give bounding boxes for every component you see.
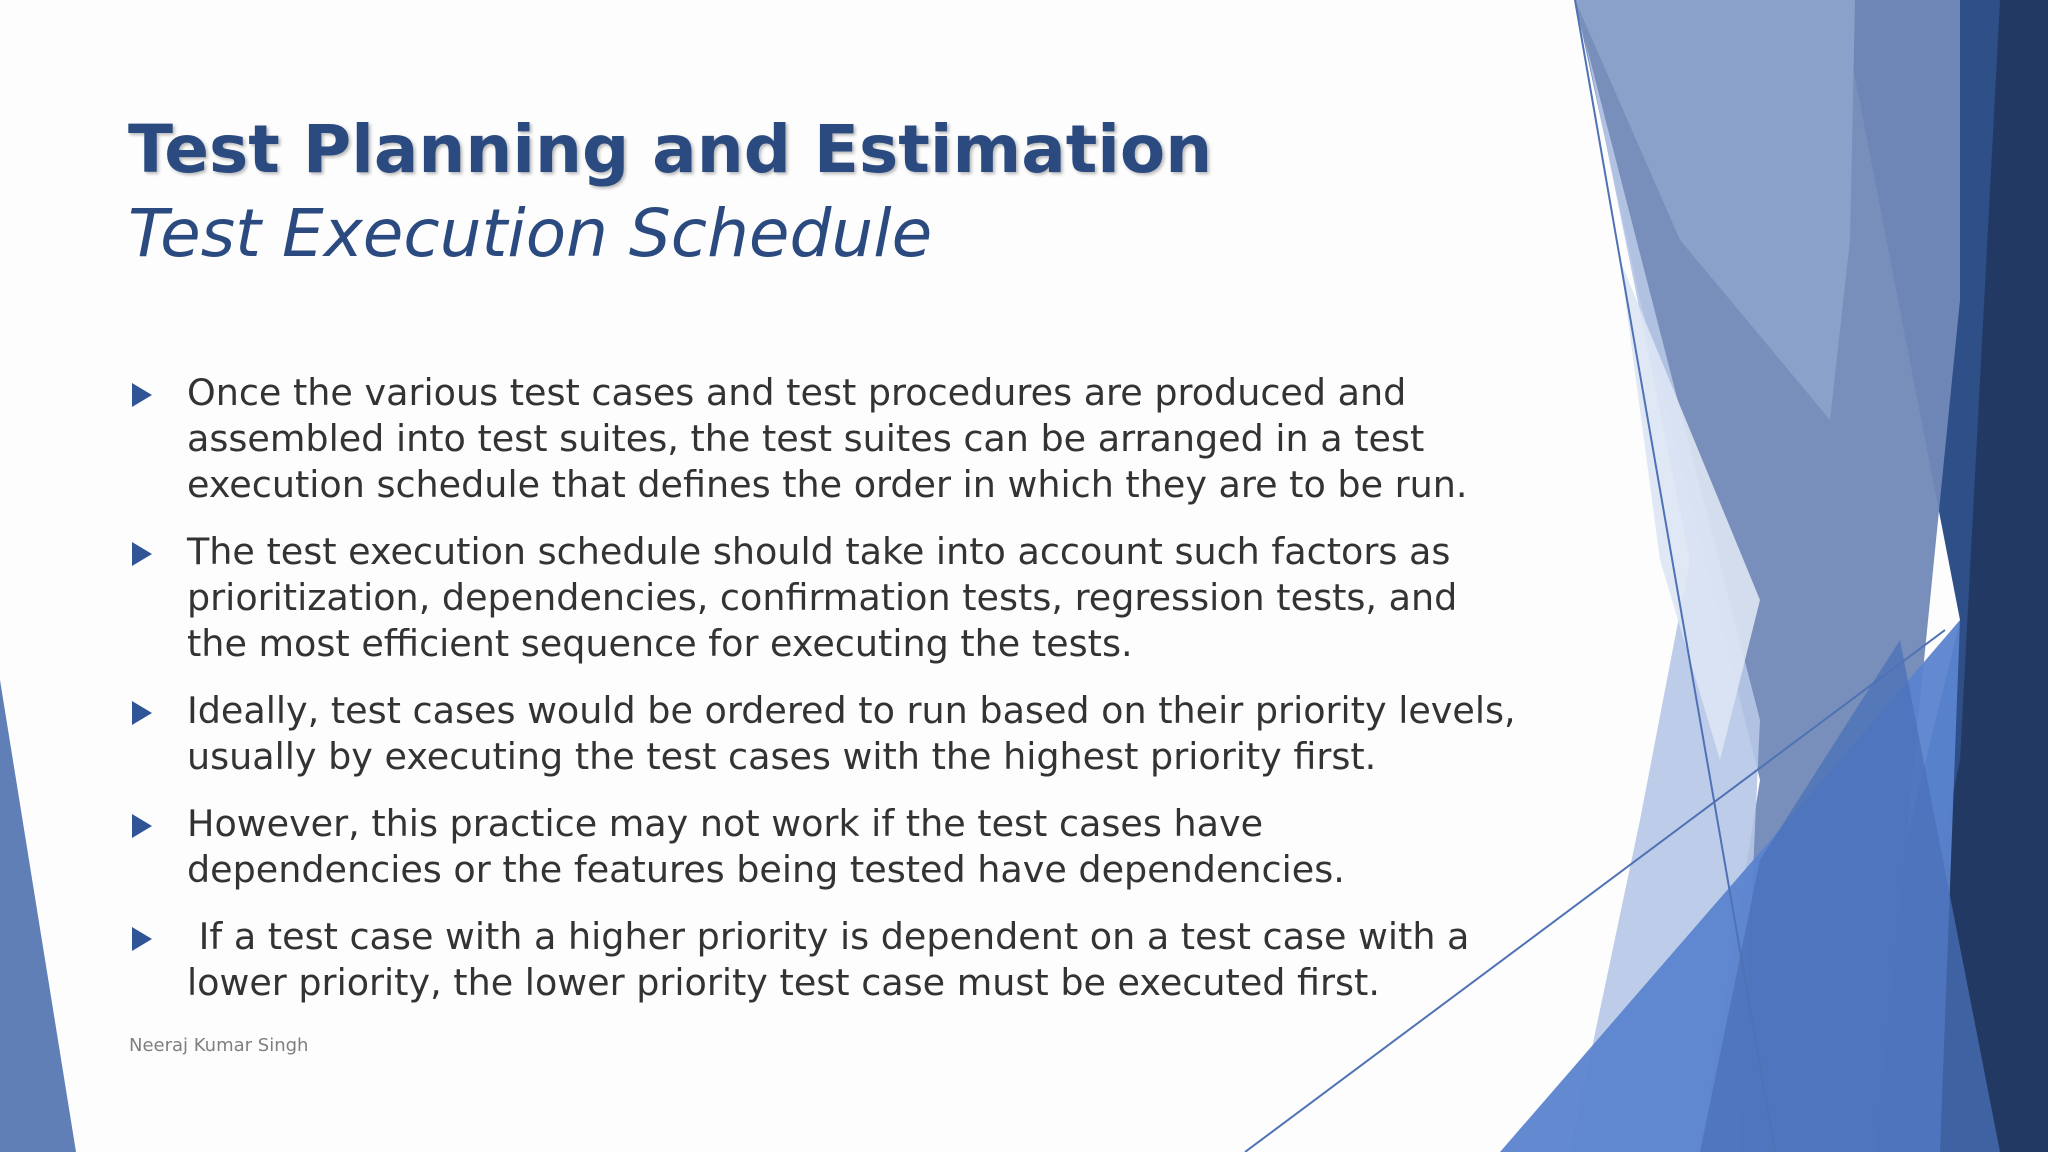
title-block	[128, 108, 1528, 276]
triangle-bullet-icon	[132, 814, 152, 838]
triangle-bullet-icon	[132, 383, 152, 407]
list-item	[128, 529, 1528, 667]
list-item	[128, 914, 1528, 1006]
bullet-text: If a test case with a higher priority is dependent on a test case with a lower priority, the lower priority test case must be executed first.	[187, 915, 1482, 1004]
bullet-text: However, this practice may not work if the test cases have dependencies or the features being tested have dependencies.	[187, 802, 1345, 891]
slide-subtitle: Test Execution Schedule	[128, 195, 933, 272]
triangle-bullet-icon	[132, 542, 152, 566]
footer-author: Neeraj Kumar Singh	[129, 1035, 309, 1056]
slide-title: Test Planning and Estimation	[128, 111, 1213, 188]
triangle-bullet-icon	[132, 701, 152, 725]
bullet-text: Ideally, test cases would be ordered to run based on their priority levels, usually by executing the test cases with the highest priority first.	[187, 689, 1516, 778]
list-item	[128, 688, 1528, 780]
deco-left-sliver	[0, 680, 76, 1152]
bullet-list	[128, 370, 1528, 1027]
triangle-bullet-icon	[132, 927, 152, 951]
list-item	[128, 370, 1528, 508]
list-item	[128, 801, 1528, 893]
bullet-text: Once the various test cases and test procedures are produced and assembled into test suites, the test suites can be arranged in a test execution schedule that defines the order in which they are to be run.	[187, 371, 1468, 506]
bullet-text: The test execution schedule should take into account such factors as prioritization, dependencies, confirmation tests, regression tests, and the most efficient sequence for executing the tests.	[187, 530, 1458, 665]
